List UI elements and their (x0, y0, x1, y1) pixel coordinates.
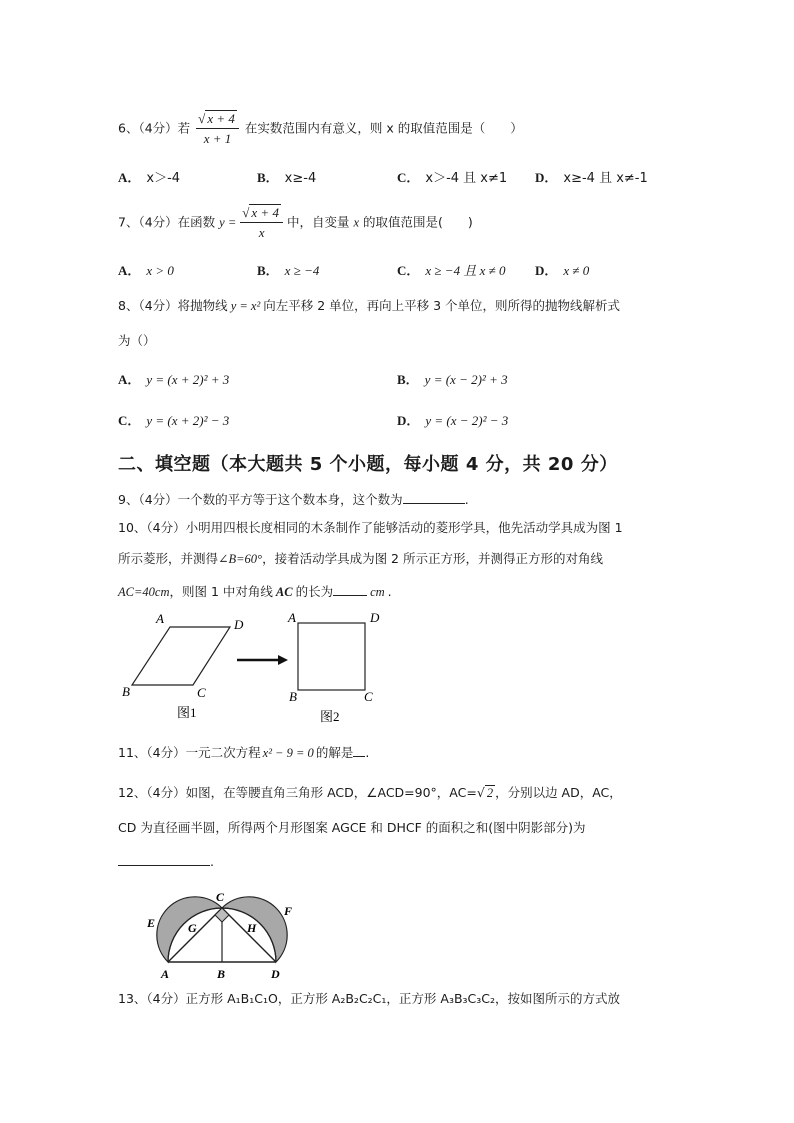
q6-option-c[interactable] (397, 167, 507, 186)
q7-frac-den: x (240, 222, 283, 242)
fig1-label-d: D (234, 617, 244, 632)
q6-score: （4分） (138, 120, 178, 136)
q11-answer-blank[interactable] (353, 742, 365, 757)
q6-frac-den: x + 1 (196, 128, 239, 148)
arrow-head-icon (278, 655, 288, 665)
q11-suffix: 的解是 (315, 745, 354, 760)
q6-option-b-label: B． (257, 170, 279, 185)
q7-option-d-text: x ≠ 0 (563, 263, 590, 278)
fig2-caption: 图2 (320, 709, 340, 724)
q11-eq: x² − 9 = 0 (262, 746, 314, 760)
q6-option-c-text: x＞-4 且 x≠1 (425, 171, 508, 186)
q6-prefix: 若 (177, 120, 191, 136)
q6-frac-num: x + 4 (207, 111, 235, 126)
q7-var: x (353, 215, 359, 230)
q10-ac: AC (275, 585, 293, 599)
q7-suffix: 中，自变量 (286, 214, 350, 230)
q10-line2 (118, 550, 603, 568)
q8-option-c[interactable] (118, 410, 229, 429)
q10-number: 10 (118, 520, 134, 535)
q7-option-c[interactable] (397, 260, 505, 279)
q10-line3 (118, 581, 392, 601)
q12-answer-blank[interactable] (118, 851, 210, 866)
q10-line3a: AC=40cm (118, 585, 170, 599)
q12-line1b: ，分别以边 AD，AC， (495, 785, 622, 800)
q10-unit: cm (370, 585, 385, 599)
q9-text: 一个数的平方等于这个数本身，这个数为 (177, 492, 403, 507)
q6-option-d[interactable] (535, 167, 648, 186)
q6-option-a[interactable] (118, 167, 180, 186)
q6-option-c-label: C． (397, 170, 420, 185)
q9-number: 9 (118, 492, 126, 507)
q10-line1-text: 小明用四根长度相同的木条制作了能够活动的菱形学具，他先活动学具成为图 1 (185, 520, 623, 535)
q8-option-d[interactable] (397, 410, 508, 429)
q12-label-a: A (161, 967, 170, 981)
q9-end: . (464, 492, 469, 507)
q8-option-d-text: y = (x − 2)² − 3 (425, 413, 509, 428)
q10-line1: 10、（4分）小明用四根长度相同的木条制作了能够活动的菱形学具，他先活动学具成为图 1 (118, 520, 623, 535)
q8-option-a-text: y = (x + 2)² + 3 (146, 372, 230, 387)
fig1-label-c: C (197, 685, 206, 700)
q10-line3c: 的长为 (295, 584, 334, 599)
q6-stem: 6、（4分）若 $\frac{√ x + 4}{x + 1}$ 在实数范围内有意义，则 x 的取值范围是（ ） (118, 111, 523, 146)
q7-number: 7 (118, 214, 126, 230)
q7-score: （4分） (138, 214, 178, 230)
q7-fraction: $\frac{√ x + 4}{x}$ (240, 204, 283, 242)
q9-score: （4分） (138, 492, 178, 507)
fig2-label-c: C (364, 689, 373, 704)
q8-option-d-label: D． (397, 413, 420, 428)
q7-option-c-label: C． (397, 263, 420, 278)
q13-text: 正方形 A₁B₁C₁O，正方形 A₂B₂C₂C₁，正方形 A₃B₃C₃C₂，按如图所示的方式放 (185, 991, 621, 1006)
square-shape (298, 623, 365, 690)
q13-score: （4分） (146, 991, 186, 1006)
q12-label-g: G (188, 921, 197, 935)
rhombus-shape (132, 627, 230, 685)
q10-angle: ∠B=60° (218, 552, 263, 566)
q7-option-b-label: B． (257, 263, 279, 278)
q12-sqrt-val: 2 (486, 786, 494, 800)
q6-number: 6 (118, 120, 126, 136)
q13-stem: 13、（4分）正方形 A₁B₁C₁O，正方形 A₂B₂C₂C₁，正方形 A₃B₃C₃C₂，按如图所示的方式放 (118, 991, 621, 1006)
q7-stem: 7、（4分）在函数 y = $\frac{√ x + 4}{x}$ 中，自变量 x 的取值范围是( ) (118, 205, 473, 240)
q12-line1a: 如图，在等腰直角三角形 ACD，∠ACD=90°，AC= (185, 785, 477, 800)
q8-suffix: 向左平移 2 单位，再向上平移 3 个单位，则所得的抛物线解析式 (263, 298, 621, 313)
right-angle-mark (215, 908, 229, 922)
q7-option-c-text: x ≥ −4 且 x ≠ 0 (425, 263, 506, 278)
q11-prefix: 一元二次方程 (185, 745, 261, 760)
q10-score: （4分） (146, 520, 186, 535)
q11-number: 11 (118, 745, 134, 760)
q12-line1: 12、（4分）如图，在等腰直角三角形 ACD，∠ACD=90°，AC=√ 2 ，分别以边 AD，AC， (118, 785, 622, 800)
q6-suffix: 在实数范围内有意义，则 x 的取值范围是（ ） (244, 120, 523, 136)
q7-prefix: 在函数 (177, 214, 216, 230)
q7-y-eq: y = (219, 215, 237, 230)
q8-option-b-text: y = (x − 2)² + 3 (424, 372, 508, 387)
q12-number: 12 (118, 785, 134, 800)
q10-line2b: ，接着活动学具成为图 2 所示正方形，并测得正方形的对角线 (262, 551, 603, 566)
q10-line3b: ，则图 1 中对角线 (169, 584, 273, 599)
q12-label-e: E (147, 916, 156, 930)
q6-option-b[interactable] (257, 167, 316, 186)
q8-eq: y = x² (230, 299, 261, 313)
q6-option-d-label: D． (535, 170, 558, 185)
q6-option-d-text: x≥-4 且 x≠-1 (563, 171, 648, 186)
q9-stem: 9、（4分）一个数的平方等于这个数本身，这个数为 . (118, 489, 469, 509)
q8-stem: 8、（4分）将抛物线 y = x² 向左平移 2 单位，再向上平移 3 个单位，则所得的抛物线解析式 (118, 298, 621, 313)
q8-option-b-label: B． (397, 372, 419, 387)
q12-score: （4分） (146, 785, 186, 800)
q12-figure (0, 885, 794, 985)
q12-label-h: H (247, 921, 257, 935)
q10-line2a: 所示菱形，并测得 (118, 551, 219, 566)
q8-option-a-label: A． (118, 372, 141, 387)
q6-fraction: $\frac{√ x + 4}{x + 1}$ (196, 110, 239, 148)
q12-end: . (210, 854, 214, 869)
q10-figures (0, 605, 794, 745)
q6-option-a-label: A． (118, 170, 141, 185)
q7-frac-num: x + 4 (251, 205, 279, 220)
q12-label-f: F (284, 904, 293, 918)
q7-option-b-text: x ≥ −4 (284, 263, 320, 278)
q11-stem: 11、（4分）一元二次方程 x² − 9 = 0 的解是 . (118, 742, 369, 762)
fig2-label-b: B (289, 689, 297, 704)
q7-option-d[interactable] (535, 260, 589, 279)
q8-option-a[interactable] (118, 369, 229, 388)
fig1-label-a: A (156, 611, 164, 626)
q9-answer-blank[interactable] (403, 489, 465, 504)
q7-suffix2: 的取值范围是( ) (362, 214, 473, 230)
q12-line3 (118, 851, 214, 871)
q7-option-a-text: x > 0 (146, 263, 174, 278)
q7-option-b[interactable] (257, 260, 319, 279)
q8-number: 8 (118, 298, 126, 313)
fig2-label-d: D (370, 610, 380, 625)
q10-end: . (387, 584, 392, 599)
q10-answer-blank[interactable] (333, 581, 367, 596)
section2-heading: 二、填空题（本大题共 5 个小题，每小题 4 分，共 20 分） (118, 454, 618, 475)
q6-option-b-text: x≥-4 (284, 171, 317, 186)
q8-option-b[interactable] (397, 369, 508, 388)
q12-line2: CD 为直径画半圆，所得两个月形图案 AGCE 和 DHCF 的面积之和(图中阴影部分)为 (118, 820, 586, 835)
q11-score: （4分） (146, 745, 186, 760)
q12-label-d: D (271, 967, 280, 981)
q12-label-c: C (216, 890, 225, 904)
fig1-label-b: B (122, 684, 130, 699)
q8-stem-line2: 为（） (118, 333, 156, 348)
q7-option-a[interactable] (118, 260, 174, 279)
q7-option-d-label: D． (535, 263, 558, 278)
q8-option-c-text: y = (x + 2)² − 3 (146, 413, 230, 428)
q13-number: 13 (118, 991, 134, 1006)
q8-prefix: 将抛物线 (177, 298, 228, 313)
fig2-label-a: A (288, 610, 296, 625)
q6-option-a-text: x＞-4 (146, 171, 181, 186)
q7-option-a-label: A． (118, 263, 141, 278)
q8-score: （4分） (138, 298, 178, 313)
fig1-caption: 图1 (177, 705, 197, 720)
q12-label-b: B (217, 967, 226, 981)
q11-end: . (365, 745, 370, 760)
q8-option-c-label: C． (118, 413, 141, 428)
